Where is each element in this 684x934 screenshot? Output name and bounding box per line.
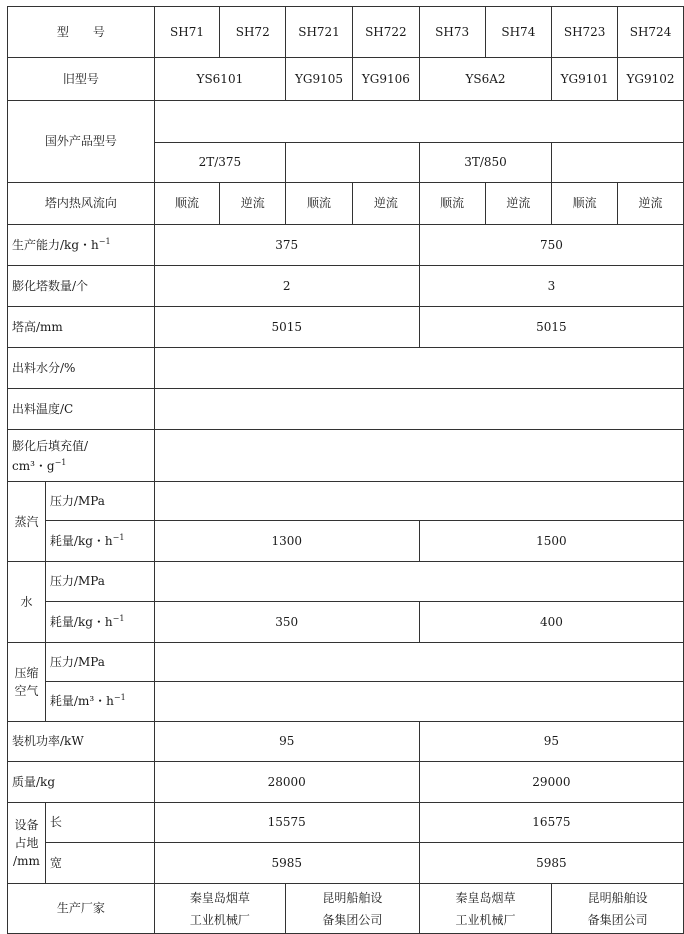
airflow-value: 逆流 [485, 183, 552, 225]
tower-count-row [8, 266, 684, 307]
old-model-ys6a2: YS6A2 [419, 58, 551, 101]
power-label: 装机功率/kW [8, 722, 155, 762]
mass-label: 质量/kg [8, 762, 155, 803]
water-consumption-row [8, 602, 684, 643]
footprint-group-label: 设备 占地 /mm [8, 803, 46, 884]
airflow-value: 顺流 [419, 183, 485, 225]
water-pressure-blank [154, 562, 683, 602]
model-sh722: SH722 [352, 7, 419, 58]
foreign-model-label: 国外产品型号 [8, 101, 155, 183]
capacity-row [8, 225, 684, 266]
model-sh724: SH724 [618, 7, 684, 58]
air-consumption-label: 耗量/m³・$h^{-1}$ [45, 682, 154, 722]
foreign-model-row-upper [8, 101, 684, 143]
foreign-model-empty-2 [552, 143, 684, 183]
footprint-length-label: 长 [45, 803, 154, 843]
water-group-label: 水 [8, 562, 46, 643]
model-sh71: SH71 [154, 7, 220, 58]
airflow-value: 顺流 [552, 183, 618, 225]
water-consumption-right: 400 [419, 602, 683, 643]
power-right: 95 [419, 722, 683, 762]
capacity-right: 750 [419, 225, 683, 266]
model-sh721: SH721 [286, 7, 353, 58]
water-consumption-left: 350 [154, 602, 419, 643]
air-pressure-row [8, 643, 684, 682]
steam-consumption-left: 1300 [154, 521, 419, 562]
tower-count-label: 膨化塔数量/个 [8, 266, 155, 307]
steam-group-label: 蒸汽 [8, 482, 46, 562]
capacity-left: 375 [154, 225, 419, 266]
airflow-label: 塔内热风流向 [8, 183, 155, 225]
output-moisture-row [8, 348, 684, 389]
airflow-value: 顺流 [286, 183, 353, 225]
filling-value-line2: cm³・$g^{-1}$ [12, 457, 67, 473]
tower-height-right: 5015 [419, 307, 683, 348]
air-consumption-row [8, 682, 684, 722]
manufacturer-row [8, 884, 684, 934]
filling-value-row [8, 430, 684, 482]
footprint-width-left: 5985 [154, 843, 419, 884]
footprint-width-row [8, 843, 684, 884]
tower-count-right: 3 [419, 266, 683, 307]
mass-row [8, 762, 684, 803]
mass-left: 28000 [154, 762, 419, 803]
steam-consumption-label: 耗量/kg・$h^{-1}$ [45, 521, 154, 562]
old-model-label: 旧型号 [8, 58, 155, 101]
manufacturer-3: 秦皇岛烟草 工业机械厂 [419, 884, 551, 934]
model-sh72: SH72 [220, 7, 286, 58]
tower-height-row [8, 307, 684, 348]
model-sh723: SH723 [552, 7, 618, 58]
steam-pressure-row [8, 482, 684, 521]
output-temp-label: 出料温度/C [8, 389, 155, 430]
old-model-yg9102: YG9102 [618, 58, 684, 101]
old-model-yg9106: YG9106 [352, 58, 419, 101]
tower-height-left: 5015 [154, 307, 419, 348]
model-label: 型 号 [8, 7, 155, 58]
airflow-value: 逆流 [618, 183, 684, 225]
tower-count-left: 2 [154, 266, 419, 307]
power-row [8, 722, 684, 762]
mass-right: 29000 [419, 762, 683, 803]
power-left: 95 [154, 722, 419, 762]
capacity-label: 生产能力/kg・$h^{-1}$ [8, 225, 155, 266]
output-moisture-blank [154, 348, 683, 389]
model-sh74: SH74 [485, 7, 552, 58]
manufacturer-1: 秦皇岛烟草 工业机械厂 [154, 884, 285, 934]
footprint-width-label: 宽 [45, 843, 154, 884]
spec-table [7, 6, 684, 934]
water-consumption-label: 耗量/kg・$h^{-1}$ [45, 602, 154, 643]
old-model-ys6101: YS6101 [154, 58, 285, 101]
tower-height-label: 塔高/mm [8, 307, 155, 348]
foreign-model-empty-1 [286, 143, 420, 183]
foreign-model-blank [154, 101, 683, 143]
foreign-model-2t375: 2T/375 [154, 143, 285, 183]
air-pressure-blank [154, 643, 683, 682]
manufacturer-4: 昆明船舶设 备集团公司 [552, 884, 684, 934]
steam-pressure-label: 压力/MPa [45, 482, 154, 521]
model-sh73: SH73 [419, 7, 485, 58]
old-model-row [8, 58, 684, 101]
footprint-length-row [8, 803, 684, 843]
footprint-length-right: 16575 [419, 803, 683, 843]
output-temp-blank [154, 389, 683, 430]
old-model-yg9101: YG9101 [552, 58, 618, 101]
airflow-value: 逆流 [220, 183, 286, 225]
steam-consumption-right: 1500 [419, 521, 683, 562]
air-consumption-blank [154, 682, 683, 722]
filling-value-label [8, 430, 155, 482]
output-temp-row [8, 389, 684, 430]
air-group-label: 压缩 空气 [8, 643, 46, 722]
output-moisture-label: 出料水分/% [8, 348, 155, 389]
water-pressure-row [8, 562, 684, 602]
manufacturer-2: 昆明船舶设 备集团公司 [286, 884, 420, 934]
footprint-width-right: 5985 [419, 843, 683, 884]
foreign-model-3t850: 3T/850 [419, 143, 551, 183]
old-model-yg9105: YG9105 [286, 58, 353, 101]
filling-value-blank [154, 430, 683, 482]
steam-consumption-row [8, 521, 684, 562]
filling-value-line1: 膨化后填充值/ [12, 438, 89, 453]
model-row [8, 7, 684, 58]
airflow-value: 顺流 [154, 183, 220, 225]
footprint-length-left: 15575 [154, 803, 419, 843]
air-pressure-label: 压力/MPa [45, 643, 154, 682]
airflow-row [8, 183, 684, 225]
manufacturer-label: 生产厂家 [8, 884, 155, 934]
airflow-value: 逆流 [352, 183, 419, 225]
water-pressure-label: 压力/MPa [45, 562, 154, 602]
steam-pressure-blank [154, 482, 683, 521]
